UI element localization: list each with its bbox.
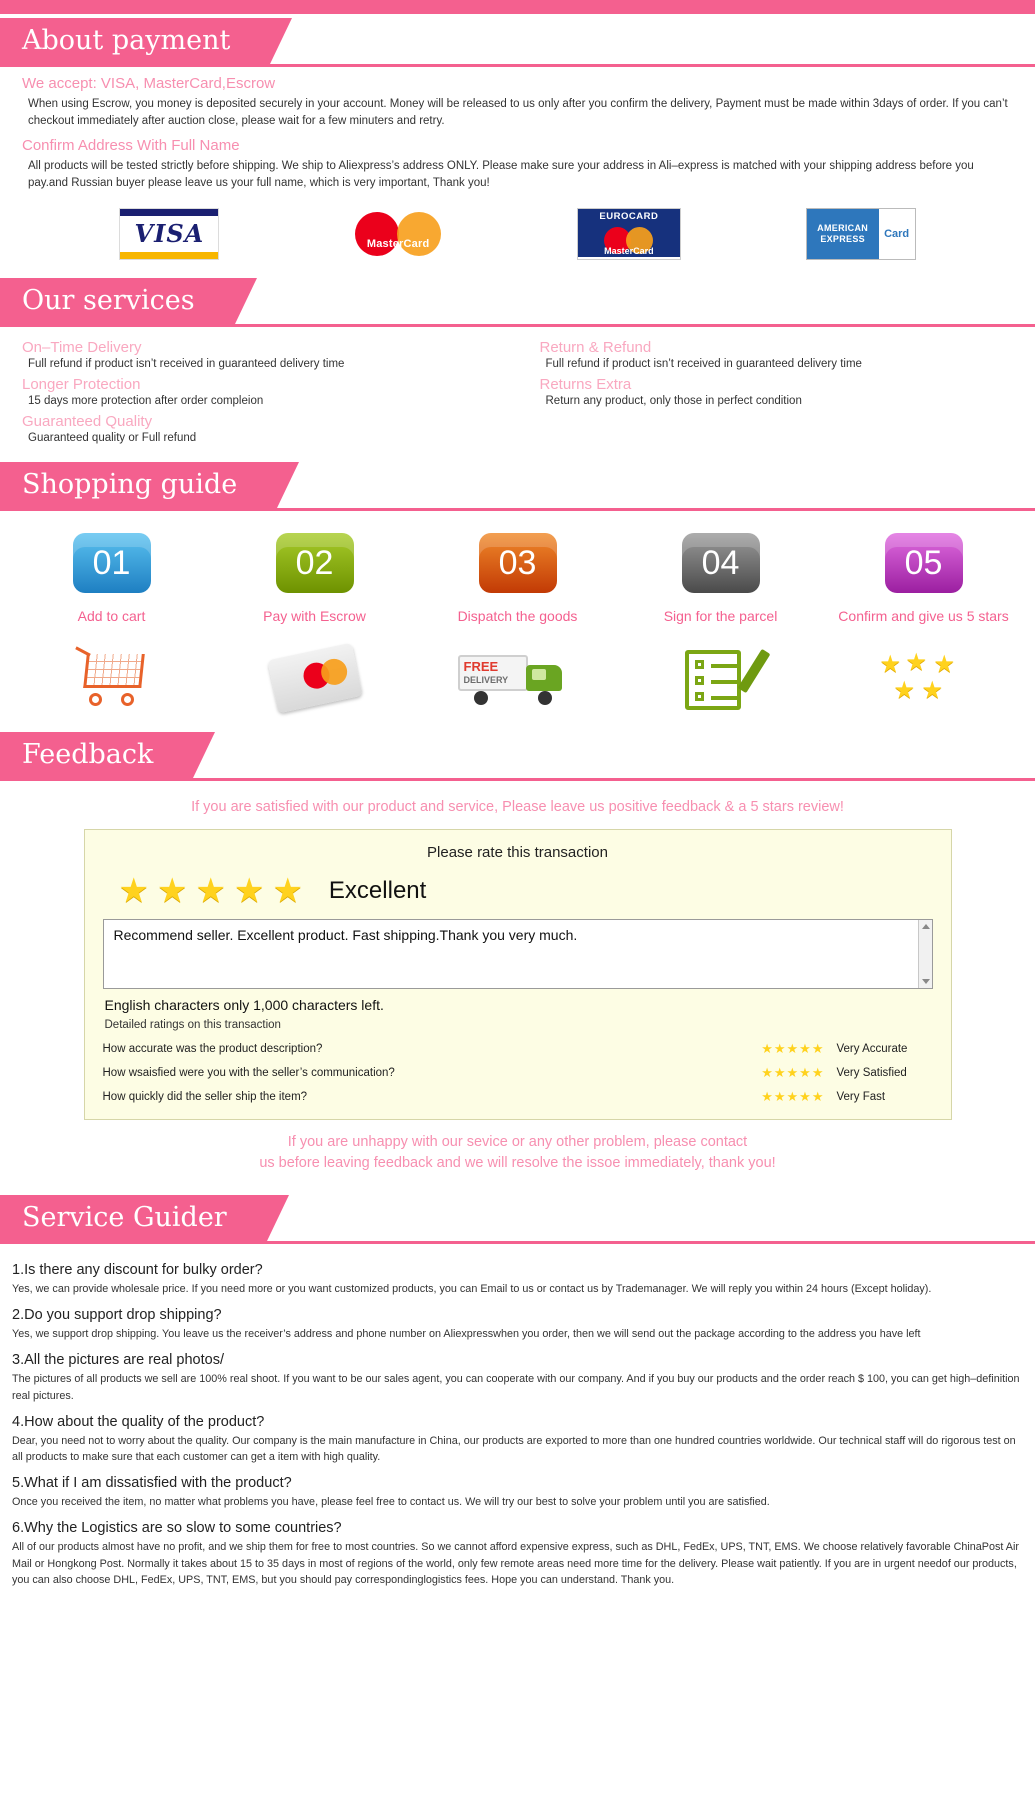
faq-question: 4.How about the quality of the product? [12,1413,265,1430]
shopping-cart-icon [15,638,208,718]
faq-answer: Once you received the item, no matter what problems you have, please feel free to contact us. We will try our best to solve your problem until you are satisfied. [12,1496,770,1509]
faq-answer: The pictures of all products we sell are 100% real shoot. If you want to be our sales agent, you can cooperate with our company. And if you buy our products and the order reach $ 100, you can get high–definition real pictures. [12,1373,1020,1402]
service-title: Return & Refund [539,338,652,356]
payment-accept-text: When using Escrow, you money is deposited securely in your account. Money will be released to us only after you confirm the delivery, Payment must be made within 3days of order. If you can’t checkout immediately after auction close, please wait for a few minuters and retry. [28,98,1008,127]
feedback-outro [0,1120,1035,1192]
service-text: 15 days more protection after order compleion [28,394,264,407]
step-label: Pay with Escrow [263,607,366,624]
service-title: Guaranteed Quality [22,412,153,430]
rating-star[interactable]: ★ [233,871,265,910]
mastercard-logo [348,208,458,260]
step-number-badge: 03 [479,533,557,593]
amex-line1: AMERICAN [817,223,869,234]
section-header-guider [0,1195,1035,1241]
section-title-guide: Shopping guide [0,462,277,508]
step-number-badge: 01 [73,533,151,593]
guide-step [624,533,817,718]
rating-star[interactable]: ★ [156,871,188,910]
rating-value: Very Accurate [836,1042,908,1055]
guide-step [827,533,1020,718]
rating-question: How quickly did the seller ship the item? [102,1090,308,1103]
services-left-column [0,333,518,448]
faq-question: 6.Why the Logistics are so slow to some countries? [12,1520,342,1537]
step-label: Dispatch the goods [457,607,578,624]
rating-stars-row[interactable] [103,871,933,911]
rating-star[interactable]: ★ [195,871,226,910]
five-stars-icon: ★ ★ ★ ★ ★ [879,648,956,704]
rating-stars[interactable]: ★★★★★ [761,1064,825,1080]
service-title: Returns Extra [539,375,632,393]
faq-answer: All of our products almost have no profit, and we ship them for free to most countries. So we cannot afford expensive express, such as DHL, FedEx, UPS, TNT, EMS. We choose relatively favorable ChinaPost Air Mail or Hongkong Post. Normally it takes about 15 to 35 days in most of regions of the world, only few remote areas need more time for the delivery. Please wait patiently. If you are in urgent needof our products, you can also choose DHL, FedEx, UPS, TNT, EMS, but you should pay correspondinglogistics fees. Hope you can understand. Thank you. [12,1541,1019,1586]
payment-accept-title: We accept: VISA, MasterCard,Escrow [22,75,276,92]
mastercard-wordmark: MasterCard [366,237,430,250]
rating-stars[interactable]: ★★★★★ [761,1040,825,1056]
rating-question: How wsaisfied were you with the seller’s communication? [102,1066,395,1079]
rating-value: Very Fast [836,1090,886,1103]
section-header-guide [0,462,1035,508]
payment-confirm-text: All products will be tested strictly before shipping. We ship to Aliexpress’s address ONLY. Please make sure your address in Ali–express is matched with your shipping address before you pay.and Russian buyer please leave us your full name, which is very important, Thank you! [28,160,974,190]
faq-question: 5.What if I am dissatisfied with the product? [12,1475,292,1492]
services-right-column [518,333,1035,448]
rating-value: Very Satisfied [836,1066,907,1079]
detailed-rating-row [103,1085,933,1109]
faq-question: 3.All the pictures are real photos/ [12,1352,224,1369]
step-label: Confirm and give us 5 stars [838,607,1009,624]
rate-transaction-title: Please rate this transaction [427,843,608,861]
rating-star[interactable]: ★ [272,871,303,910]
feedback-comment-text: Recommend seller. Excellent product. Fast shipping.Thank you very much. [113,926,578,943]
characters-left-label: English characters only 1,000 characters left. [104,996,384,1013]
rating-stars[interactable]: ★★★★★ [761,1088,825,1104]
eurocard-mastercard-logo [577,208,687,260]
step-label: Sign for the parcel [663,607,778,624]
section-title-payment: About payment [0,18,270,64]
section-rule [0,64,1035,67]
services-body [0,327,1035,458]
detailed-rating-row [103,1061,933,1085]
feedback-outro-line1: If you are unhappy with our sevice or any other problem, please contact [287,1133,748,1150]
step-number-badge: 04 [682,533,760,593]
guide-step [218,533,411,718]
credit-card-icon [218,638,411,718]
service-text: Return any product, only those in perfect condition [545,394,802,407]
section-header-services [0,278,1035,324]
faq-answer: Yes, we support drop shipping. You leave us the receiver’s address and phone number on Aliexpresswhen you order, then we will send out the package according to the address you have left [12,1328,921,1341]
guide-step [15,533,208,718]
top-accent-bar [0,0,1035,14]
faq-question: 1.Is there any discount for bulky order? [12,1262,263,1279]
step-label: Add to cart [77,607,146,624]
step-number-badge: 05 [885,533,963,593]
shopping-guide-steps [0,511,1035,728]
amex-line2: EXPRESS [820,233,865,244]
american-express-logo [806,208,916,260]
comment-scrollbar[interactable] [918,920,932,988]
feedback-comment-field[interactable] [103,919,933,989]
feedback-outro-line2: us before leaving feedback and we will resolve the issoe immediately, thank you! [259,1155,776,1172]
section-header-feedback [0,732,1035,778]
detailed-ratings-label: Detailed ratings on this transaction [104,1018,281,1031]
service-text: Full refund if product isn’t received in guaranteed delivery time [28,357,345,370]
detailed-rating-row [103,1037,933,1061]
section-header-payment [0,18,1035,64]
signed-checklist-icon [624,638,817,718]
rating-question: How accurate was the product description? [102,1042,323,1055]
section-title-guider: Service Guider [0,1195,267,1241]
payment-confirm-title: Confirm Address With Full Name [22,137,240,155]
eurocard-wordmark: EUROCARD [578,209,680,224]
feedback-form-mockup [84,829,952,1120]
step-number-badge: 02 [276,533,354,593]
feedback-intro: If you are satisfied with our product and service, Please leave us positive feedback & a 5 stars review! [191,798,844,815]
section-title-services: Our services [0,278,235,324]
payment-card-logos [0,198,1035,274]
delivery-truck-icon: FREE DELIVERY [421,638,614,718]
faq-answer: Dear, you need not to worry about the quality. Our company is the main manufacture in China, our products are exported to more than one hundred countries worldwide. Our technical staff will do rigorous test on all products to make sure that each customer can get a item with high quality. [12,1434,1016,1464]
faq-list [0,1244,1035,1610]
service-title: On–Time Delivery [22,338,142,356]
section-title-feedback: Feedback [0,732,193,778]
service-title: Longer Protection [22,375,141,393]
amex-card-word: Card [884,227,910,240]
faq-question: 2.Do you support drop shipping? [12,1307,222,1324]
eurocard-mastercard-wordmark: MasterCard [604,245,654,256]
rating-word: Excellent [328,876,427,904]
rating-star[interactable]: ★ [118,871,149,910]
faq-answer: Yes, we can provide wholesale price. If you need more or you want customized products, you can Email to us or contact us by Trademanager. We will reply you within 24 hours (Except holiday). [12,1283,932,1296]
visa-wordmark: VISA [134,219,205,249]
guide-step [421,533,614,718]
visa-card-logo [119,208,229,260]
service-text: Guaranteed quality or Full refund [28,431,197,444]
service-text: Full refund if product isn’t received in guaranteed delivery time [545,357,862,370]
payment-body [0,75,1035,192]
